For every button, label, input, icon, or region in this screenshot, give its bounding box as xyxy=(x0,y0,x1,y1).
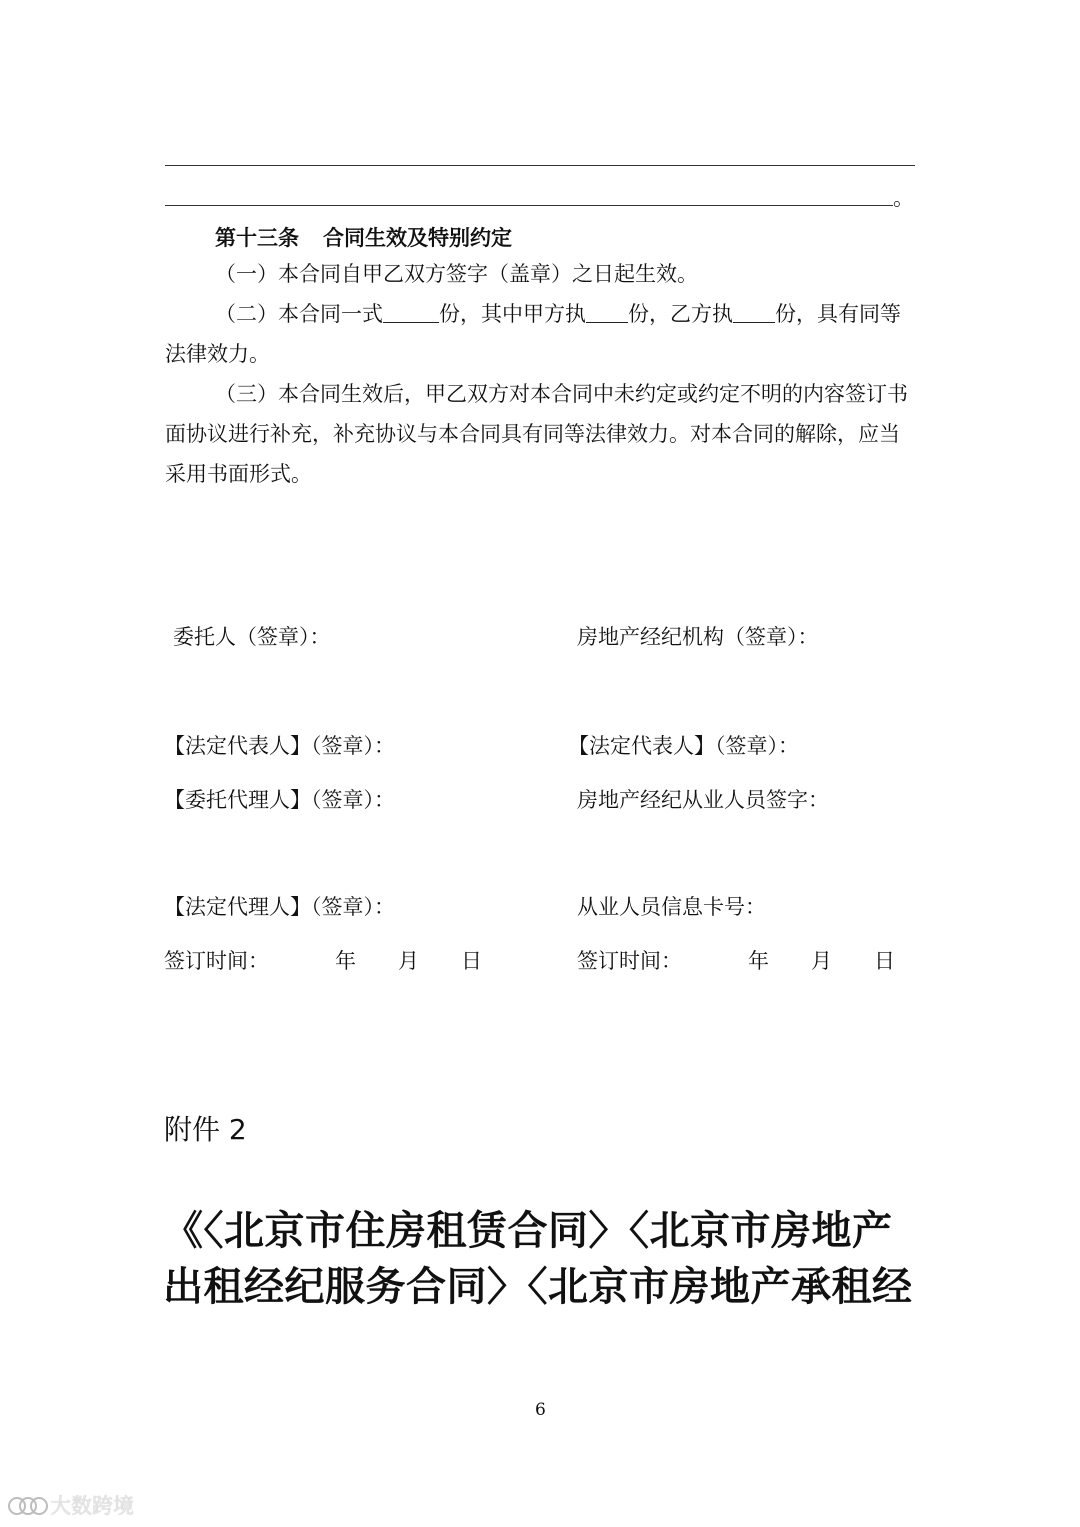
page-number: 6 xyxy=(535,1400,546,1420)
article-number: 第十三条 xyxy=(215,225,299,250)
article-heading xyxy=(215,222,512,252)
article-title: 合同生效及特别约定 xyxy=(323,225,512,250)
annex-title xyxy=(163,1203,923,1315)
right-sign-date: 签订时间： 年 月 日 xyxy=(577,949,895,973)
left-legal-rep-signature: 【法定代表人】（签章）： xyxy=(164,734,395,758)
annex-title-line-1: 《〈北京市住房租赁合同〉〈北京市房地产 xyxy=(163,1207,893,1254)
blank-line-1 xyxy=(165,165,915,166)
left-sign-date: 签订时间： 年 月 日 xyxy=(164,949,482,973)
agency-signature: 房地产经纪机构（签章）： xyxy=(577,625,819,649)
end-mark: 。 xyxy=(893,186,914,210)
watermark-text: 大数跨境 xyxy=(50,1494,134,1518)
statutory-agent-signature: 【法定代理人】（签章）： xyxy=(164,895,395,919)
staff-signature: 房地产经纪从业人员签字： xyxy=(577,788,829,812)
copies-total-blank[interactable] xyxy=(383,300,439,323)
blank-line-2 xyxy=(165,205,893,206)
agent-signature: 【委托代理人】（签章）： xyxy=(164,788,395,812)
watermark-logo-icon xyxy=(8,1494,46,1516)
principal-signature: 委托人（签章）： xyxy=(173,625,331,649)
staff-card-number: 从业人员信息卡号： xyxy=(577,895,766,919)
annex-label: 附件 2 xyxy=(164,1113,247,1146)
clause-1: （一）本合同自甲乙双方签字（盖章）之日起生效。 xyxy=(215,262,698,286)
right-legal-rep-signature: 【法定代表人】（签章）： xyxy=(568,734,799,758)
copies-party-b-blank[interactable] xyxy=(733,300,775,323)
clause-3: （三）本合同生效后，甲乙双方对本合同中未约定或约定不明的内容签订书面协议进行补充，补充协议与本合同具有同等法律效力。对本合同的解除，应当采用书面形式。 xyxy=(165,382,908,486)
copies-party-a-blank[interactable] xyxy=(586,300,628,323)
annex-title-line-2: 出租经纪服务合同〉〈北京市房地产承租经 xyxy=(163,1263,913,1310)
clause-2: （二）本合同一式 份，其中甲方执 份，乙方执 份，具有同等法律效力。 xyxy=(165,302,901,366)
watermark xyxy=(8,1490,134,1520)
